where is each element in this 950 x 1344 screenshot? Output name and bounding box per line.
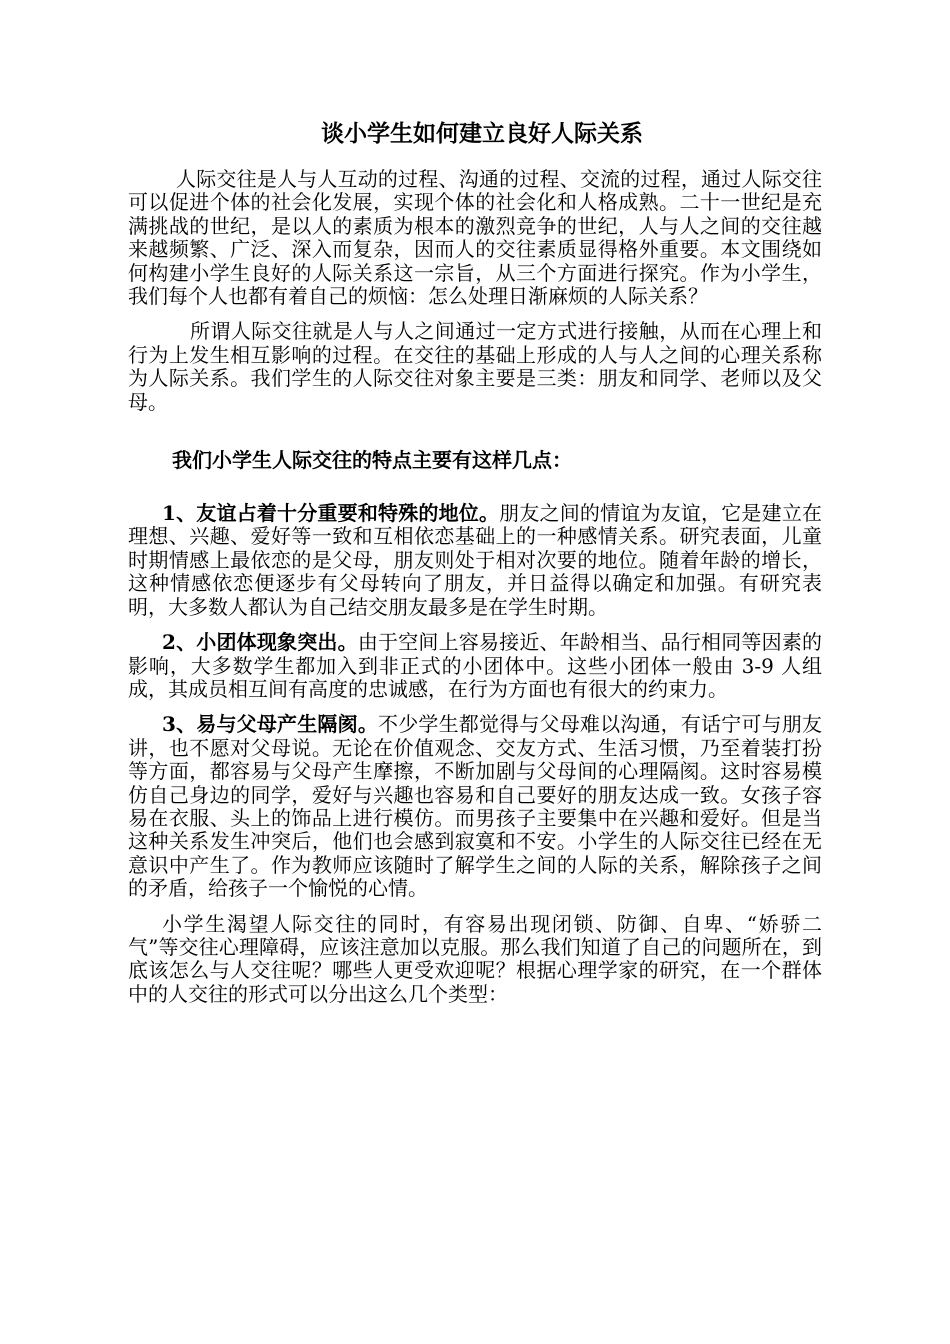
- document-page: [128, 118, 822, 1006]
- point-lead: 2、小团体现象突出。: [162, 630, 358, 655]
- point-lead: 3、易与父母产生隔阂。: [162, 712, 379, 737]
- point-lead: 1、友谊占着十分重要和特殊的地位。: [162, 501, 500, 526]
- point-text: 朋友之间的情谊为友谊，它是建立在理想、兴趣、爱好等一致和互相依恋基础上的一种感情关系。研究表面，儿童时期情感上最依恋的是父母，朋友则处于相对次要的地位。随着年龄的增长，这种情感依恋便逐步有父母转向了朋友，并日益得以确定和加强。有研究表明，大多数人都认为自己结交朋友最多是在学生时期。: [128, 501, 823, 619]
- definition-paragraph: 所谓人际交往就是人与人之间通过一定方式进行接触，从而在心理上和行为上发生相互影响的过程。在交往的基础上形成的人与人之间的心理关系称为人际关系。我们学生的人际交往对象主要是三类：朋友和同学、老师以及父母。: [128, 319, 822, 414]
- closing-paragraph: 小学生渴望人际交往的同时，有容易出现闭锁、防御、自卑、“娇骄二气”等交往心理障碍，应该注意加以克服。那么我们知道了自己的问题所在，到底该怎么与人交往呢？哪些人更受欢迎呢？根据心理学家的研究，在一个群体中的人交往的形式可以分出这么几个类型：: [128, 911, 822, 1006]
- point-item-3: [128, 713, 822, 900]
- point-item-1: [128, 502, 822, 619]
- intro-paragraph: 人际交往是人与人互动的过程、沟通的过程、交流的过程，通过人际交往可以促进个体的社会化发展，实现个体的社会化和人格成熟。二十一世纪是充满挑战的世纪，是以人的素质为根本的激烈竞争的世纪，人与人之间的交往越来越频繁、广泛、深入而复杂，因而人的交往素质显得格外重要。本文围绕如何构建小学生良好的人际关系这一宗旨，从三个方面进行探究。作为小学生，我们每个人也都有着自己的烦恼：怎么处理日渐麻烦的人际关系？: [128, 167, 822, 309]
- point-item-2: [128, 631, 822, 701]
- section-heading: 我们小学生人际交往的特点主要有这样几点：: [172, 448, 572, 473]
- point-text: 由于空间上容易接近、年龄相当、品行相同等因素的影响，大多数学生都加入到非正式的小团体中。这些小团体一般由 3-9 人组成，其成员相互间有高度的忠诚感，在行为方面也有很大的约束力。: [128, 630, 823, 701]
- document-title: 谈小学生如何建立良好人际关系: [321, 120, 643, 147]
- point-text: 不少学生都觉得与父母难以沟通，有话宁可与朋友讲，也不愿对父母说。无论在价值观念、交友方式、生活习惯，乃至着装打扮等方面，都容易与父母产生摩擦，不断加剧与父母间的心理隔阂。这时容易模仿自己身边的同学，爱好与兴趣也容易和自己要好的朋友达成一致。女孩子容易在衣服、头上的饰品上进行模仿。而男孩子主要集中在兴趣和爱好。但是当这种关系发生冲突后，他们也会感到寂寞和不安。小学生的人际交往已经在无意识中产生了。作为教师应该随时了解学生之间的人际的关系，解除孩子之间的矛盾，给孩子一个愉悦的心情。: [128, 712, 823, 901]
